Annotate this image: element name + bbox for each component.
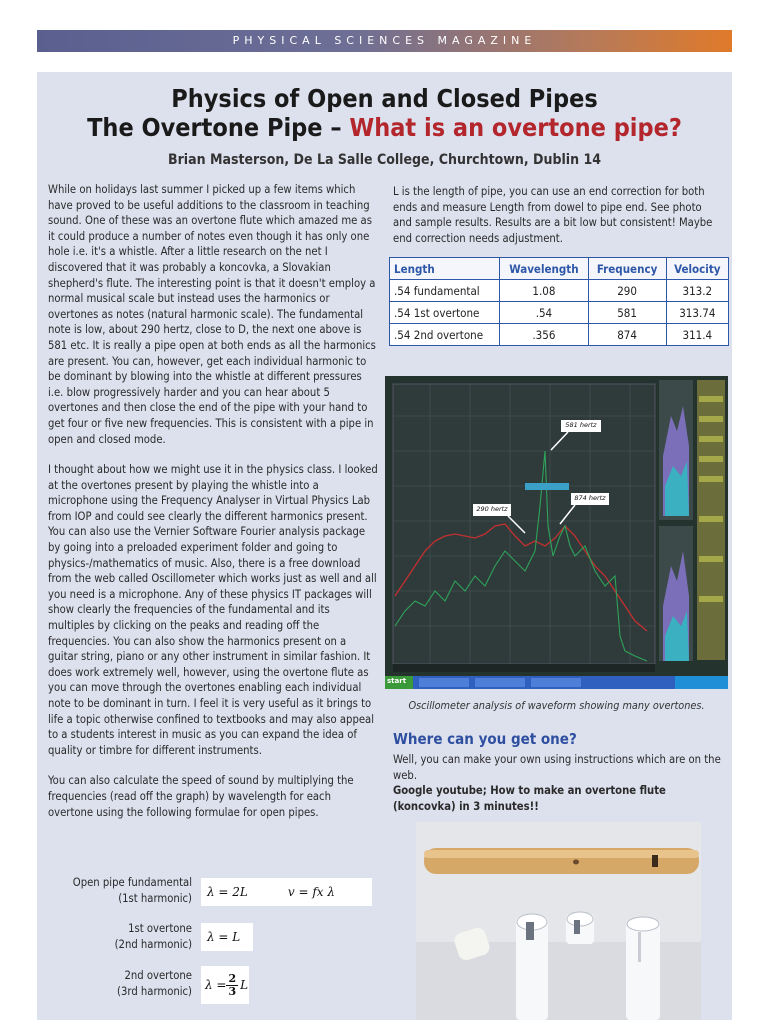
paragraph-2: I thought about how we might use it in the physics class. I looked at the overtones present by playing the whistle into a microphone using the Frequency Analyser in Virtual Physics Lab from IOP and could see clearly the different harmonics present. You can also use the Vernier Software Fourier analysis package by going into a preloaded experiment folder and going to physics-/mathematics of music. Also, there is a free download from the web called Oscillometer which works just as well and all you need is a microphone. Any of these physics IT packages will show clearly the frequencies of the fundamental and its multiples by clicking on the peaks and reading off the frequencies. You can also show the harmonics present on a guitar string, piano or any other instrument in similar fashion. It does work extremely well, however, using the overtone flute as you can move through the overtones enabling each individual note to be dominant in turn. I feel it is very useful as it brings to life a topic otherwise confined to textbooks and may also appeal to a students interest in music as you can expand the idea of quality or timbre for different instruments. (48, 463, 378, 757)
start-button-label: start (387, 677, 407, 685)
magazine-name: PHYSICAL SCIENCES MAGAZINE (232, 34, 537, 47)
paragraph-1: While on holidays last summer I picked up a few items which have proved to be useful additions to the classroom in teaching sound. One of these was an overtone flute which amazed me as it could produce a number of notes even though it has only one hole i.e. it's a whistle. After a little research on the net I discovered that it was probably a koncovka, a Slovakian shepherd's flute. The interesting point is that it doesn't employ a normal musical scale but instead uses the harmonics or overtones as notes (natural harmonic scale). The fundamental note is low, about 290 hertz, close to D, the next one above is 581 etc. It is really a pipe open at both ends as all the harmonics are present. You can, however, get each individual harmonic to be dominant by blowing into the whistle at different pressures i.e. blow progressively harder and you can hear about 5 overtones and then close the end of the pipe with your hand to get four or five new frequencies. This is consistent with a pipe in open and closed mode. (48, 183, 376, 446)
formula-second-overtone (48, 966, 378, 1006)
cell: 311.4 (666, 324, 728, 346)
image-caption: Oscillometer analysis of waveform showing many overtones. (408, 699, 705, 712)
cell: 1.08 (500, 280, 588, 302)
table-header-row (390, 258, 729, 280)
header-length: Length (390, 258, 500, 280)
formula-tail-3: L (240, 978, 249, 992)
formula-fundamental (48, 875, 378, 909)
header-frequency: Frequency (588, 258, 666, 280)
fraction-numerator: 2 (228, 971, 237, 985)
intro-paragraph: L is the length of pipe, you can use an end correction for both ends and measure Length from dowel to pipe end. See photo and sample results. Results are a bit low but consistent! Maybe end correction needs adjustment. (393, 185, 713, 245)
fraction (226, 973, 238, 998)
label-874-hertz: 874 hertz (574, 494, 606, 502)
article-title (37, 84, 732, 142)
header-velocity: Velocity (666, 258, 728, 280)
formula-box-2 (201, 923, 253, 951)
title-line-2 (37, 113, 732, 142)
cell: .54 fundamental (390, 280, 500, 302)
cell: 313.74 (666, 302, 728, 324)
formula-expr-1b: v = fx λ (287, 885, 335, 899)
cell: .356 (500, 324, 588, 346)
where-text (393, 752, 728, 814)
cell: 581 (588, 302, 666, 324)
formula-label-2a: 1st overtone (128, 922, 192, 935)
table-row (390, 280, 729, 302)
cell: .54 1st overtone (390, 302, 500, 324)
title-line-2-red: What is an overtone pipe? (349, 113, 682, 142)
title-line-1: Physics of Open and Closed Pipes (171, 84, 598, 113)
formula-box-1 (201, 878, 372, 906)
where-paragraph: Well, you can make your own using instructions which are on the web. (393, 753, 721, 782)
cell: 874 (588, 324, 666, 346)
cell: .54 2nd overtone (390, 324, 500, 346)
table-row (390, 302, 729, 324)
header-wavelength: Wavelength (500, 258, 588, 280)
formula-expr-3: λ = (205, 978, 227, 992)
label-581-hertz: 581 hertz (565, 421, 597, 429)
flute-photo (416, 822, 701, 1020)
where-bold: Google youtube; How to make an overtone flute (koncovka) in 3 minutes!! (393, 784, 666, 813)
author-line: Brian Masterson, De La Salle College, Churchtown, Dublin 14 (167, 152, 601, 168)
section-heading: Where can you get one? (393, 730, 577, 748)
formula-box-3 (201, 966, 249, 1004)
flute-photo-image (416, 822, 701, 1020)
oscillometer-screenshot (385, 376, 728, 689)
left-column (48, 182, 378, 835)
fraction-denominator: 3 (228, 984, 237, 998)
title-line-2-black: The Overtone Pipe – (87, 113, 350, 142)
formula-expr-1: λ = 2L (207, 885, 248, 899)
cell: .54 (500, 302, 588, 324)
spectrum-image (385, 376, 728, 689)
label-290-hertz: 290 hertz (476, 505, 508, 513)
formula-label-1a: Open pipe fundamental (72, 876, 192, 889)
formula-label-3a: 2nd overtone (124, 969, 192, 982)
formula-label-2b: (2nd harmonic) (114, 938, 192, 951)
table-row (390, 324, 729, 346)
formula-expr-2: λ = L (207, 930, 241, 944)
cell: 313.2 (666, 280, 728, 302)
formula-first-overtone (48, 921, 378, 955)
formula-label-1b: (1st harmonic) (118, 892, 192, 905)
paragraph-3: You can also calculate the speed of sound by multiplying the frequencies (read off the graph) by wavelength for each overtone using the following formulae for open pipes. (48, 774, 354, 819)
results-table (389, 257, 729, 346)
magazine-banner (37, 30, 732, 52)
cell: 290 (588, 280, 666, 302)
right-column-intro (393, 184, 723, 246)
formula-label-3b: (3rd harmonic) (117, 985, 192, 998)
